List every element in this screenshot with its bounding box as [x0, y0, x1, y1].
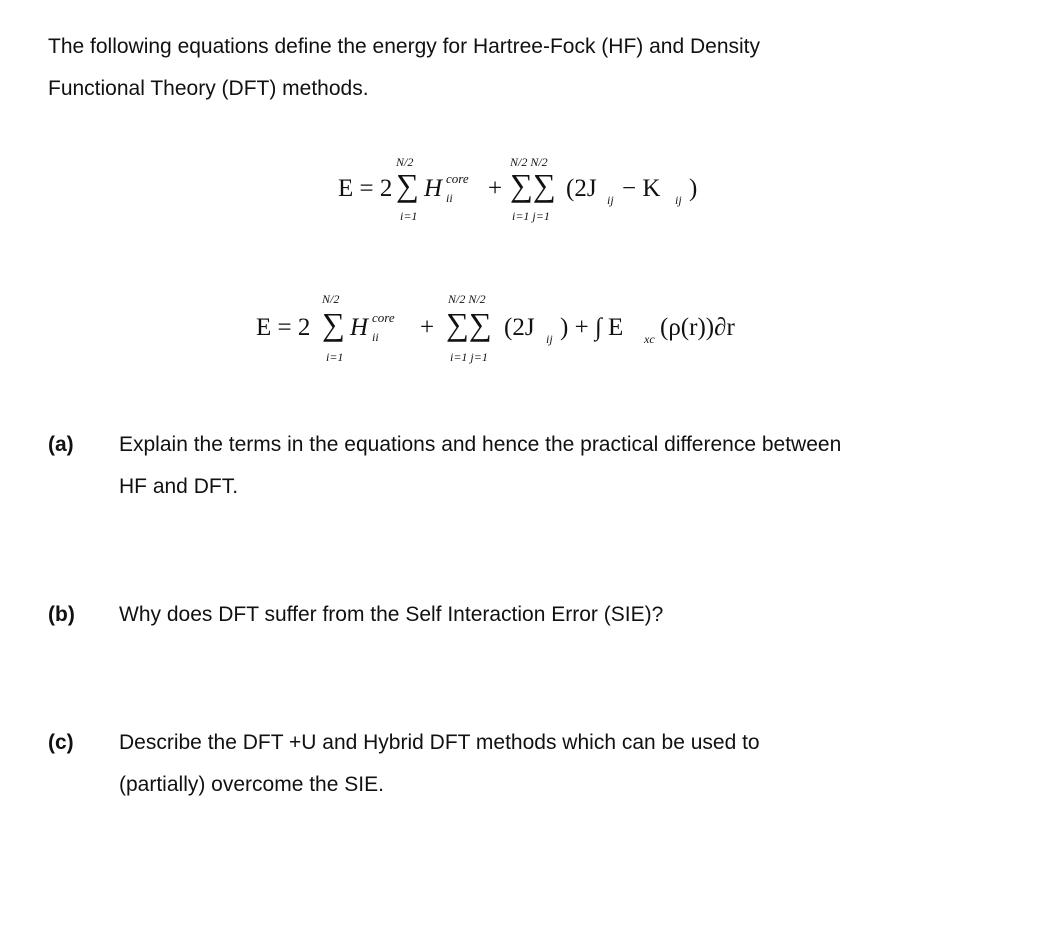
- dft-term: (2J: [504, 314, 535, 341]
- hf-h-sup: core: [446, 171, 469, 186]
- hf-sum1-lower: i=1: [400, 209, 418, 223]
- dft-sum1-lower: i=1: [326, 350, 344, 364]
- dft-sum1-upper: N/2: [322, 292, 340, 306]
- question-c: [48, 722, 1008, 812]
- hf-equation: [338, 155, 738, 235]
- hf-sigma-2: ∑∑: [510, 167, 556, 203]
- question-a-line-1: Explain the terms in the equations and hence the practical difference between: [119, 433, 842, 456]
- dft-lhs: E = 2: [256, 314, 311, 341]
- dft-h-sup: core: [372, 310, 395, 325]
- dft-exc-sub: xc: [644, 332, 655, 346]
- hf-term-sub2: ij: [675, 193, 682, 207]
- hf-sum2-lower: i=1 j=1: [512, 209, 550, 223]
- hf-plus: +: [488, 175, 503, 202]
- hf-sigma-1: ∑: [396, 167, 419, 203]
- dft-sum2-lower: i=1 j=1: [450, 350, 488, 364]
- question-a-label: (a): [48, 433, 74, 456]
- dft-sum2-upper: N/2 N/2: [448, 292, 486, 306]
- dft-h-sub: ii: [372, 330, 379, 344]
- dft-equation: [256, 290, 816, 370]
- hf-term: (2J: [566, 175, 597, 202]
- hf-lhs: E = 2: [338, 175, 393, 202]
- hf-sum1-upper: N/2: [396, 155, 414, 169]
- question-c-label: (c): [48, 731, 74, 754]
- hf-h-core: H: [424, 175, 443, 202]
- dft-tail: (ρ(r))∂r: [660, 314, 735, 341]
- hf-sum2-upper: N/2 N/2: [510, 155, 548, 169]
- intro-paragraph: [48, 26, 1008, 110]
- question-c-line-2: (partially) overcome the SIE.: [119, 773, 384, 796]
- question-a: [48, 424, 1008, 514]
- question-b-label: (b): [48, 603, 75, 626]
- hf-close: ): [689, 175, 698, 202]
- question-b-line-1: Why does DFT suffer from the Self Interaction Error (SIE)?: [119, 603, 664, 626]
- question-b: [48, 594, 1008, 638]
- dft-integral-exc: ) + ∫ E: [560, 314, 624, 341]
- intro-line-1: The following equations define the energy for Hartree-Fock (HF) and Density: [48, 35, 761, 58]
- dft-term-sub: ij: [546, 332, 553, 346]
- question-a-line-2: HF and DFT.: [119, 475, 239, 498]
- question-c-line-1: Describe the DFT +U and Hybrid DFT methods which can be used to: [119, 731, 760, 754]
- hf-term-sub1: ij: [607, 193, 614, 207]
- hf-minus-k: − K: [622, 175, 661, 202]
- dft-sigma-2: ∑∑: [446, 306, 492, 342]
- hf-h-sub: ii: [446, 191, 453, 205]
- intro-line-2: Functional Theory (DFT) methods.: [48, 77, 369, 100]
- dft-sigma-1: ∑: [322, 306, 345, 342]
- dft-plus: +: [420, 314, 435, 341]
- dft-h-core: H: [350, 314, 369, 341]
